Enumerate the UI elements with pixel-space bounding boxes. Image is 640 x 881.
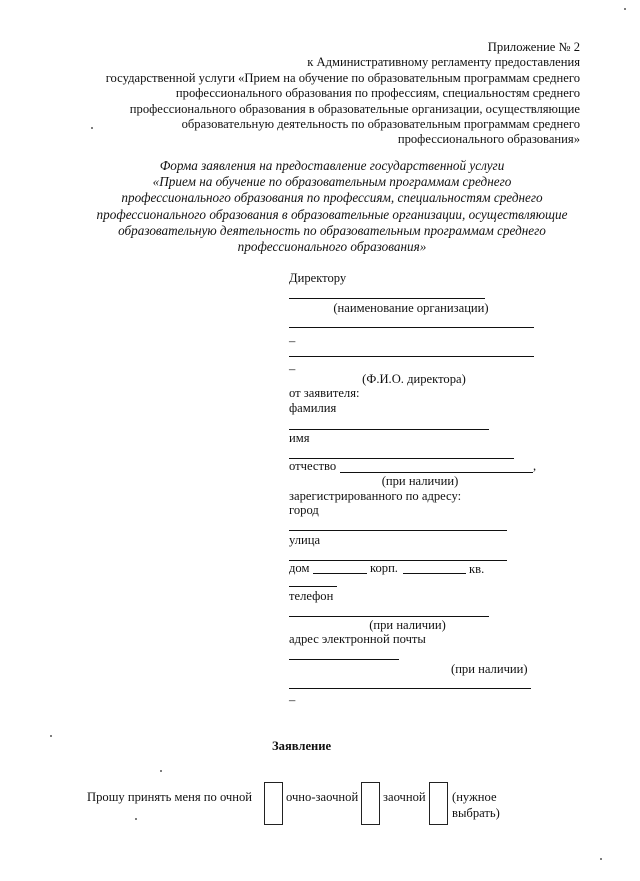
email-hint: (при наличии) (451, 662, 528, 676)
email-field[interactable] (289, 659, 399, 660)
choose-note-line: (нужное (452, 790, 497, 804)
city-label: город (289, 503, 319, 517)
header-line: профессионального образования по профессиям, специальностям среднего (175, 86, 580, 101)
dash-mark: – (289, 334, 296, 348)
form-title-line: «Прием на обучение по образовательным программам среднего (152, 174, 512, 190)
dash-mark: – (289, 362, 296, 376)
director-name-line[interactable] (289, 356, 534, 357)
patronymic-hint: (при наличии) (381, 474, 459, 488)
form-title (62, 158, 602, 255)
choose-note-line: выбрать) (452, 805, 500, 820)
full-time-checkbox[interactable] (264, 782, 283, 825)
street-field[interactable] (289, 560, 507, 561)
appendix-header (100, 40, 580, 148)
phone-hint: (при наличии) (369, 618, 446, 632)
statement-title: Заявление (272, 739, 332, 753)
dash-mark: – (289, 693, 296, 707)
apartment-field[interactable] (289, 586, 337, 587)
surname-label: фамилия (289, 401, 337, 415)
building-label: корп. (370, 561, 398, 575)
header-line: государственной услуги «Прием на обучение по образовательным программам среднего (105, 70, 580, 85)
registered-address-label: зарегистрированного по адресу: (289, 489, 462, 503)
header-line: профессионального образования» (397, 132, 580, 147)
house-label: дом (289, 561, 310, 575)
header-line: к Административному регламенту предоставления (307, 55, 580, 70)
scan-speck (160, 770, 162, 772)
organization-line-2[interactable] (289, 327, 534, 328)
appendix-number: Приложение № 2 (487, 40, 580, 54)
director-label: Директору (289, 271, 347, 285)
part-time-checkbox[interactable] (361, 782, 380, 825)
correspondence-option-label: заочной (383, 790, 426, 804)
scan-speck (135, 818, 137, 820)
phone-field[interactable] (289, 616, 489, 617)
house-field[interactable] (313, 573, 367, 574)
patronymic-label: отчество (289, 459, 337, 473)
organization-hint: (наименование организации) (333, 301, 489, 315)
director-name-hint: (Ф.И.О. директора) (362, 372, 466, 386)
surname-field[interactable] (289, 429, 489, 430)
part-time-option-label: очно-заочной (286, 790, 359, 804)
correspondence-checkbox[interactable] (429, 782, 448, 825)
header-line: образовательную деятельность по образовательным программам среднего (181, 117, 580, 132)
statement-request-text: Прошу принять меня по очной (87, 790, 253, 804)
form-title-line: профессионального образования» (237, 239, 427, 255)
scan-speck (600, 858, 602, 860)
form-title-line: профессионального образования по профессиям, специальностям среднего (121, 190, 543, 206)
email-label: адрес электронной почты (289, 632, 426, 646)
from-applicant-label: от заявителя: (289, 386, 360, 400)
organization-line[interactable] (289, 298, 485, 299)
phone-label: телефон (289, 589, 334, 603)
apartment-label: кв. (469, 562, 485, 576)
scan-speck (624, 8, 626, 10)
name-label: имя (289, 431, 310, 445)
comma-mark: , (533, 459, 537, 473)
scan-speck (50, 735, 52, 737)
header-line: профессионального образования в образовательные организации, осуществляющие (129, 101, 580, 116)
building-field[interactable] (403, 573, 466, 574)
form-title-line: Форма заявления на предоставление государственной услуги (159, 158, 505, 173)
choose-note (452, 790, 500, 821)
city-field[interactable] (289, 530, 507, 531)
email-field-2[interactable] (289, 688, 531, 689)
street-label: улица (289, 533, 321, 547)
patronymic-field[interactable] (340, 472, 533, 473)
scan-speck (91, 127, 93, 129)
form-title-line: образовательную деятельность по образовательным программам среднего (118, 222, 546, 238)
form-title-line: профессионального образования в образовательные организации, осуществляющие (96, 206, 568, 222)
